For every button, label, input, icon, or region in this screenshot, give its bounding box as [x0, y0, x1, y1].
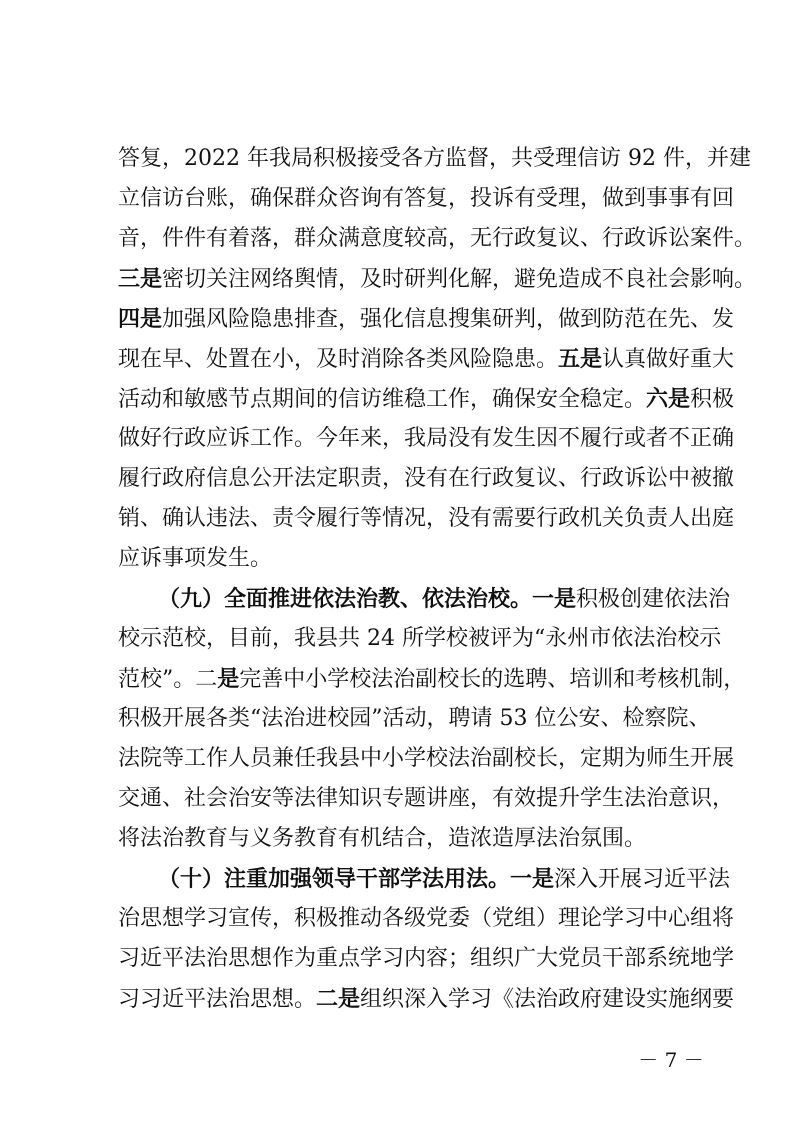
text-segment: 加强风险隐患排查，强化信息搜集研判，做到防范在先、发: [162, 307, 735, 332]
text-segment: 习近平法治思想作为重点学习内容；组织广大党员干部系统地学: [118, 946, 735, 971]
text-line: [118, 700, 711, 738]
section-heading-line: [158, 860, 731, 898]
bold-marker: 是: [217, 666, 240, 692]
text-segment: 现在早、处置在小，及时消除各类风险隐患。: [118, 347, 559, 372]
text-line: [118, 980, 735, 1018]
text-segment: 完善中小学校法治副校长的选聘、培训和考核机制，: [239, 667, 746, 692]
bold-marker: 四是: [118, 306, 163, 332]
text-segment: 习习近平法治思想。: [118, 987, 317, 1012]
text-line: [118, 780, 735, 818]
bold-marker: 一是: [510, 866, 555, 892]
text-segment: 密切关注网络舆情，及时研判化解，避免造成不良社会影响。: [162, 267, 757, 292]
text-line: [118, 460, 735, 498]
text-line: [118, 300, 735, 338]
section-heading-line: [158, 580, 731, 618]
text-line: [118, 340, 735, 378]
text-segment: 履行政府信息公开法定职责，没有在行政复议、行政诉讼中被撤: [118, 466, 735, 491]
text-line: [118, 540, 698, 578]
text-line: [118, 220, 757, 258]
bold-marker: 五是: [558, 346, 603, 372]
text-line: [118, 140, 751, 178]
text-segment: 积极: [690, 387, 735, 412]
text-line: [118, 740, 735, 778]
text-segment: 做好行政应诉工作。今年来，我局没有发生因不履行或者不正确: [118, 426, 735, 451]
bold-marker: 一是: [532, 586, 577, 612]
text-segment: 立信访台账，确保群众咨询有答复，投诉有受理，做到事事有回: [118, 186, 735, 211]
text-line: [118, 940, 735, 978]
text-line: [118, 260, 757, 298]
text-segment: 交通、社会治安等法律知识专题讲座，有效提升学生法治意识，: [118, 786, 735, 811]
text-segment: 深入开展习近平法: [554, 867, 731, 892]
text-line: [118, 820, 698, 858]
text-segment: 组织深入学习《法治政府建设实施纲要: [360, 987, 735, 1012]
text-segment: 活动和敏感节点期间的信访维稳工作，确保安全稳定。: [118, 387, 647, 412]
text-segment: 应诉事项发生。: [118, 546, 273, 571]
text-line: [118, 660, 746, 698]
text-segment: 法院等工作人员兼任我县中小学校法治副校长，定期为师生开展: [118, 746, 735, 771]
text-segment: 积极开展各类“法治进校园”活动，聘请 53 位公安、检察院、: [118, 706, 711, 731]
page-number: － 7 －: [638, 1048, 704, 1072]
bold-marker: 二是: [316, 986, 361, 1012]
bold-marker: 六是: [646, 386, 691, 412]
text-segment: 校示范校，目前，我县共 24 所学校被评为“永州市依法治校示: [118, 626, 722, 651]
text-line: [118, 900, 735, 938]
section-heading: （九）全面推进依法治教、依法治校。: [158, 586, 533, 612]
text-segment: 音，件件有着落，群众满意度较高，无行政复议、行政诉讼案件。: [118, 226, 757, 251]
text-line: [118, 380, 735, 418]
text-line: [118, 620, 722, 658]
text-line: [118, 180, 735, 218]
text-segment: 认真做好重大: [602, 347, 735, 372]
bold-marker: 三是: [118, 266, 163, 292]
text-segment: 答复，2022 年我局积极接受各方监督，共受理信访 92 件，并建: [118, 146, 751, 171]
text-segment: 将法治教育与义务教育有机结合，造浓造厚法治氛围。: [118, 826, 647, 851]
text-segment: 积极创建依法治: [576, 587, 731, 612]
text-line: [118, 500, 735, 538]
text-line: [118, 420, 735, 458]
text-segment: 销、确认违法、责令履行等情况，没有需要行政机关负责人出庭: [118, 506, 735, 531]
section-heading: （十）注重加强领导干部学法用法。: [158, 866, 511, 892]
text-segment: 治思想学习宣传，积极推动各级党委（党组）理论学习中心组将: [118, 906, 735, 931]
text-segment: 范校”。二: [118, 667, 218, 692]
